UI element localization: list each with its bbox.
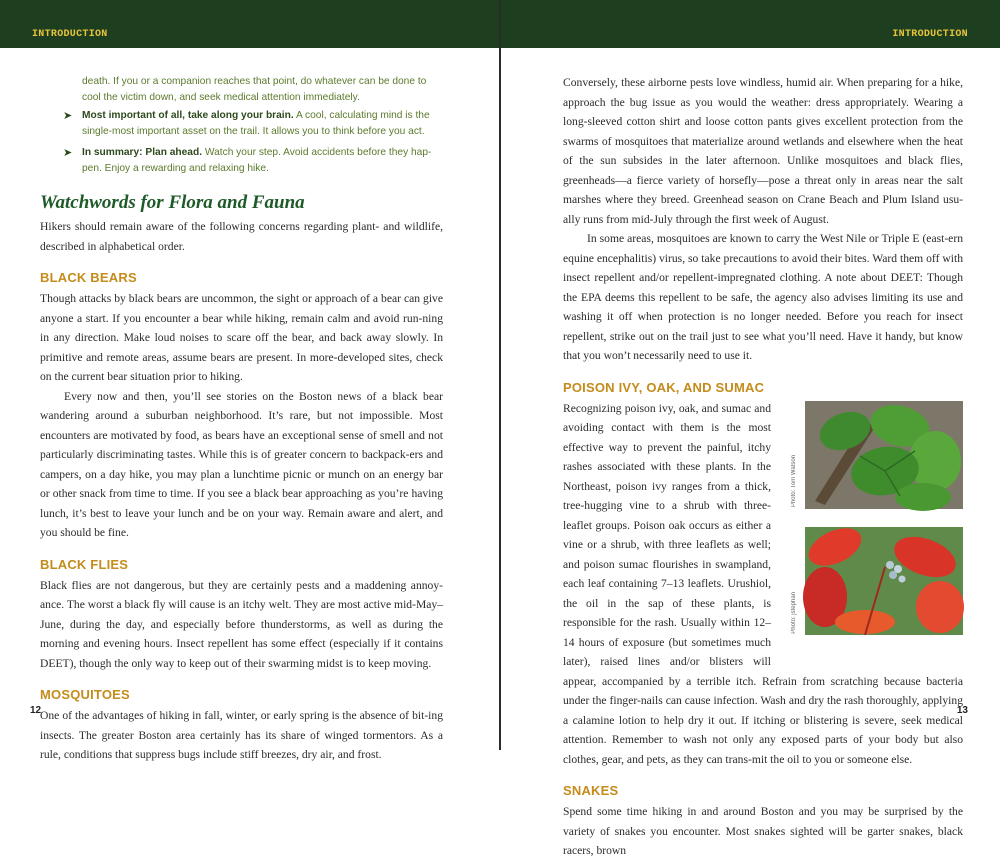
page-number-right: 13 [956, 705, 968, 716]
list-item [63, 108, 443, 140]
heading-mosquitoes: MOSQUITOES [40, 687, 130, 702]
snakes-paragraph: Spend some time hiking in and around Boston and you may be surprised by the variety of snakes you encounter. Most snakes sighted will be garter snakes, black racers, brown [563, 805, 963, 857]
mosquitoes-paragraph: One of the advantages of hiking in fall, winter, or early spring is the absence of bit-ing insects. The greater Boston area certainly has its share of winged tormentors. As a rule, conditions that suppress bugs include stiff breezes, dry air, and frost. [40, 709, 443, 761]
mosquitoes-cont-paragraph-1: Conversely, these airborne pests love windless, humid air. When preparing for a hike, approach the bug issue as you would the weather: dress appropriately. Wearing a long-sleeved cotton shirt and loose cotton pants gives excellent protection from the swarms of mosquitoes that materialize around wetlands and elsewhere when the heat of the sun subsides in the later afternoon. Unlike mosquitoes and black flies, greenheads—a fierce variety of horsefly—pose a threat only in areas near the salt marshes where they breed. Greenhead season on Crane Beach and Plum Island usu-ally runs from mid-July through the first week of August. [563, 76, 963, 226]
tip-text: Watch your step. Avoid accidents before they hap-pen. Enjoy a rewarding and relaxing hike. [82, 147, 432, 174]
black-flies-paragraph: Black flies are not dangerous, but they are certainly pests and a maddening annoy-ance. The worst a black fly will cause is an itchy welt. They are most active mid-May–June, during the day, and especially before thunderstorms, as well as during the morning and evening hours. Insect repellent has some effect (especially if it contains DEET), though the only way to keep out of their swarming midst is to keep moving. [40, 578, 443, 670]
running-head-bar-right [501, 0, 1000, 48]
right-column [563, 73, 963, 861]
running-head-bar-left [0, 0, 499, 48]
running-head-left: INTRODUCTION [32, 29, 108, 40]
section-intro: Hikers should remain aware of the following concerns regarding plant- and wildlife, described in alphabetical order. [40, 220, 443, 253]
arrow-bullet-icon: ➤ [63, 110, 73, 122]
section-title: Watchwords for Flora and Fauna [40, 192, 305, 213]
right-page [501, 0, 1000, 857]
photo-credit: Photo: Tom Watson [791, 455, 797, 508]
heading-black-bears: BLACK BEARS [40, 270, 137, 285]
page-number-left: 12 [30, 705, 42, 716]
poison-ivy-photo [791, 401, 963, 514]
photo-credit: Photo: jstephan [791, 591, 797, 634]
arrow-bullet-icon: ➤ [63, 147, 73, 159]
tip-lead: Most important of all, take along your brain. [82, 110, 294, 121]
poison-ivy-leaves-image [805, 401, 963, 509]
left-column [40, 74, 443, 765]
running-head-right: INTRODUCTION [892, 29, 968, 40]
safety-tips [40, 74, 443, 177]
heading-black-flies: BLACK FLIES [40, 556, 129, 572]
tips-list [63, 108, 443, 177]
poison-ivy-paragraph: Recognizing poison ivy, oak, and sumac and avoiding contact with them is the most effective way to prevent the painful, itchy rashes associated with these plants. In the Northeast, poison ivy ranges from a thick, tree-hugging vine to a shrub with three-leaflet groups. Poison oak occurs as either a vine or a shrub, with three leaflets as well; and poison sumac flourishes in swampland, each leaf containing 7–13 leaflets. Urushiol, the oil in the sap of these plants, is responsible for the rash. Usually within 12–14 hours of exposure (but sometimes much later), raised lines and/or blisters will appear, accompanied by a terrible itch. Refrain from scratching because bacteria under the finger-nails can cause infection. Wash and dry the rash thoroughly, applying a calamine lotion to help dry it out. If itching or blistering is severe, seek medical attention. Remember to wash not only any exposed parts of your body but also clothes, gear, and pets, as they can trans-mit the oil to you or someone else. [563, 401, 963, 766]
left-page [0, 0, 499, 761]
poison-sumac-leaves-image [805, 527, 963, 635]
black-bears-paragraph-2: Every now and then, you’ll see stories on the Boston news of a black bear wandering around a suburban neighborhood. It’s rare, but not impossible. Most encounters are motivated by food, as bears have an exceptional sense of smell and not particularly discriminating tastes. While this is of greater concern to backpack-ers and campers, on a day hike, you may plan a lunchtime picnic or munch on an energy bar or other snack from time to time. If you see a black bear approaching as you’re having lunch, it’s best to leave your lunch and be on your way. Remain aware and alert, and you should be fine. [40, 389, 443, 539]
black-bears-paragraph-1: Though attacks by black bears are uncommon, the sight or approach of a bear can give anyone a start. If you encounter a bear while hiking, remain calm and avoid run-ning in any direction. Make loud noises to scare off the bear, and back away slowly. In primitive and remote areas, assume bears are present. In more-developed sites, check on the current bear situation prior to hiking. [40, 292, 443, 383]
poison-sumac-photo [791, 527, 963, 640]
mosquitoes-cont-paragraph-2: In some areas, mosquitoes are known to carry the West Nile or Triple E (east-ern equine encephalitis) virus, so take precautions to avoid their bites. Ward them off with insect repellent and/or repellent-impregnated clothing. A note about DEET: Though the EPA deems this repellent to be safe, the agency also advises limiting its use and washing it off when protection is no longer needed. Before you reach for insect repellent, strike out on the trail just to see what you’ll need. Have it handy, but know that you won’t necessarily need to use it. [563, 232, 963, 362]
tip-lead: In summary: Plan ahead. [82, 147, 203, 158]
tip-text: A cool, calculating mind is the single-most important asset on the trail. It allows you to think before you act. [82, 110, 430, 137]
heading-snakes: SNAKES [563, 783, 619, 798]
intro-continuation: death. If you or a companion reaches that point, do whatever can be done to cool the victim down, and seek medical attention immediately. [82, 76, 427, 103]
photo-column [785, 401, 963, 653]
list-item [63, 145, 443, 177]
heading-poison-ivy: POISON IVY, OAK, AND SUMAC [563, 379, 765, 395]
